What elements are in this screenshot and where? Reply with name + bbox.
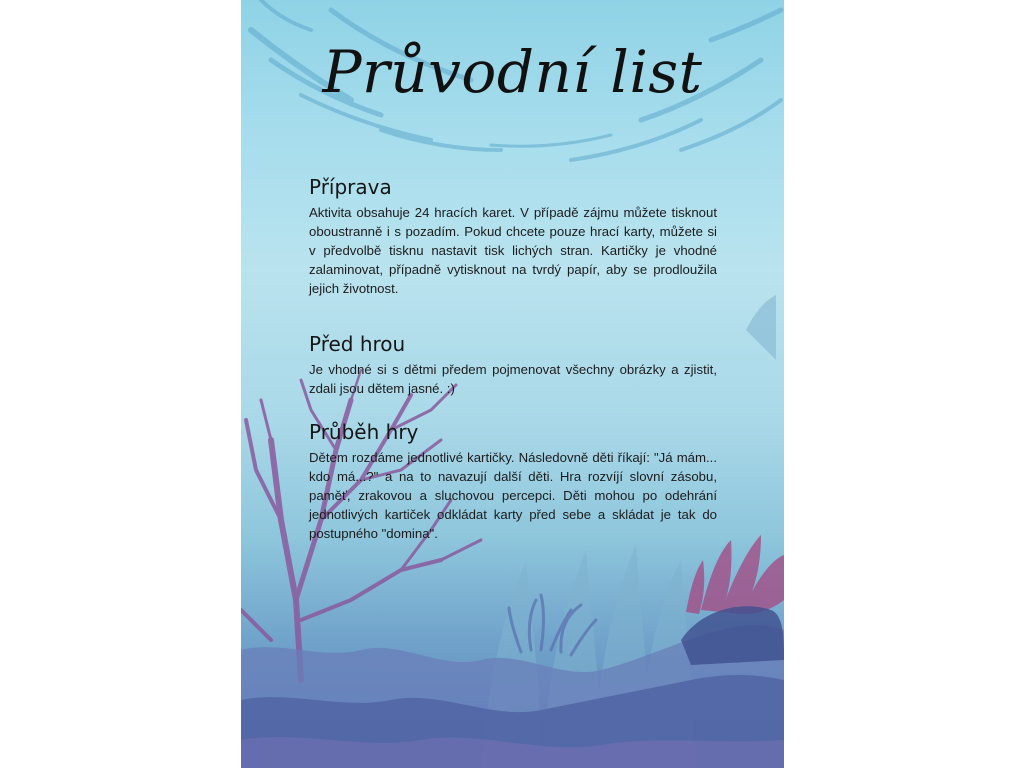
section-heading: Průběh hry: [309, 420, 419, 444]
section-body: Aktivita obsahuje 24 hracích karet. V případě zájmu můžete tisknout oboustranně i s pozadím. Pokud chcete pouze hrací karty, můžete si v předvolbě tisknu nastavit tisk lichých stran. Kartičky je vhodné zalaminovat, případně vytisknout na tvrdý papír, aby se prodloužila jejich životnost.: [309, 205, 717, 296]
section-game-course: [309, 420, 717, 543]
section-heading: Před hrou: [309, 332, 406, 356]
document-page: [241, 0, 784, 768]
page-title: Průvodní list: [322, 38, 703, 106]
right-coral: [686, 535, 784, 614]
section-preparation: [309, 175, 717, 298]
section-body: Dětem rozdáme jednotlivé kartičky. Následovně děti říkají: "Já mám... kdo má...?" a na to navazují další děti. Hra rozvíjí slovní zásobu, paměť, zrakovou a sluchovou percepci. Děti mohou po odehrání jednotlivých kartiček odkládat karty před sebe a skládat je tak do postupného "domina".: [309, 450, 717, 541]
section-body: Je vhodné si s dětmi předem pojmenovat všechny obrázky a zjistit, zdali jsou dětem jasné. :): [309, 362, 717, 396]
section-heading: Příprava: [309, 175, 392, 199]
section-before-game: [309, 332, 717, 398]
